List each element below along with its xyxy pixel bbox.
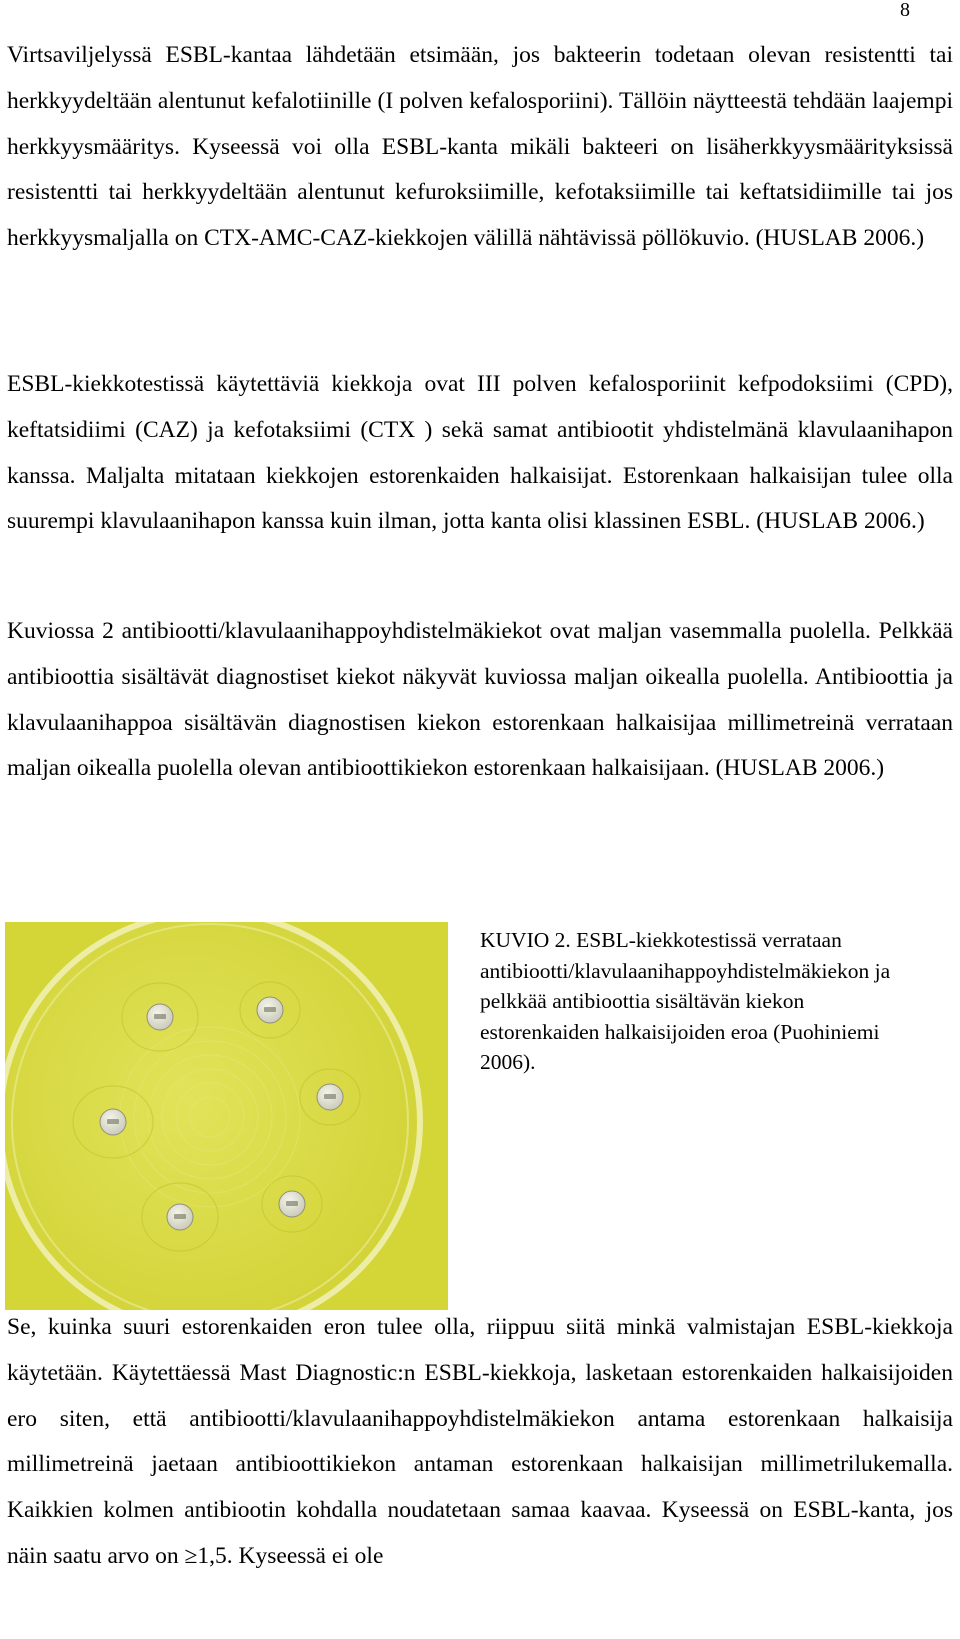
petri-dish-photo xyxy=(5,922,448,1310)
paragraph-esbl-culture: Virtsaviljelyssä ESBL-kantaa lähdetään etsimään, jos bakteerin todetaan olevan resistentti tai herkkyydeltään alentunut kefalotiinille (I polven kefalosporiini). Tällöin näytteestä tehdään laajempi herkkyysmääritys. Kyseessä voi olla ESBL-kanta mikäli bakteeri on lisäherkkyysmäärityksissä resistentti tai herkkyydeltään alentunut kefuroksiimille, kefotaksiimille tai keftatsidiimille tai jos herkkyysmaljalla on CTX-AMC-CAZ-kiekkojen välillä nähtävissä pöllökuvio. (HUSLAB 2006.) xyxy=(7,42,953,252)
paragraph-figure-description: Kuviossa 2 antibiootti/klavulaanihappoyhdistelmäkiekot ovat maljan vasemmalla puolella. Pelkkää antibioottia sisältävät diagnostiset kiekot näkyvät kuviossa maljan oikealla puolella. Antibioottia ja klavulaanihappoa sisältävän diagnostisen kiekon estorenkaan halkaisijaa millimetreinä verrataan maljan oikealla puolella olevan antibioottikiekon estorenkaan halkaisijaan. (HUSLAB 2006.) xyxy=(7,618,953,782)
petri-dish-illustration xyxy=(5,922,448,1310)
agar-surface xyxy=(5,922,420,1310)
paragraph-disk-test: ESBL-kiekkotestissä käytettäviä kiekkoja ovat III polven kefalosporiinit kefpodoksiimi (CPD), keftatsidiimi (CAZ) ja kefotaksiimi (CTX ) sekä samat antibiootit yhdistelmänä klavulaanihapon kanssa. Maljalta mitataan kiekkojen estorenkaiden halkaisijat. Estorenkaan halkaisijan tulee olla suurempi klavulaanihapon kanssa kuin ilman, jotta kanta olisi klassinen ESBL. (HUSLAB 2006.) xyxy=(7,371,953,535)
figure-caption: KUVIO 2. ESBL-kiekkotestissä verrataan antibiootti/klavulaanihappoyhdistelmäkiekon ja pelkkää antibioottia sisältävän kiekon estorenkaiden halkaisijoiden eroa (Puohiniemi 2006). xyxy=(480,928,891,1074)
page-number: 8 xyxy=(900,0,910,21)
paragraph-interpretation: Se, kuinka suuri estorenkaiden eron tulee olla, riippuu siitä minkä valmistajan ESBL-kiekkoja käytetään. Käytettäessä Mast Diagnostic:n ESBL-kiekkoja, lasketaan estorenkaiden halkaisijoiden ero siten, että antibiootti/klavulaanihappoyhdistelmäkiekon antama estorenkaan halkaisija millimetreinä jaetaan antibioottikiekon antaman estorenkaan halkaisijan millimetrilukemalla. Kaikkien kolmen antibiootin kohdalla noudatetaan samaa kaavaa. Kyseessä on ESBL-kanta, jos näin saatu arvo on ≥1,5. Kyseessä ei ole xyxy=(7,1314,953,1569)
